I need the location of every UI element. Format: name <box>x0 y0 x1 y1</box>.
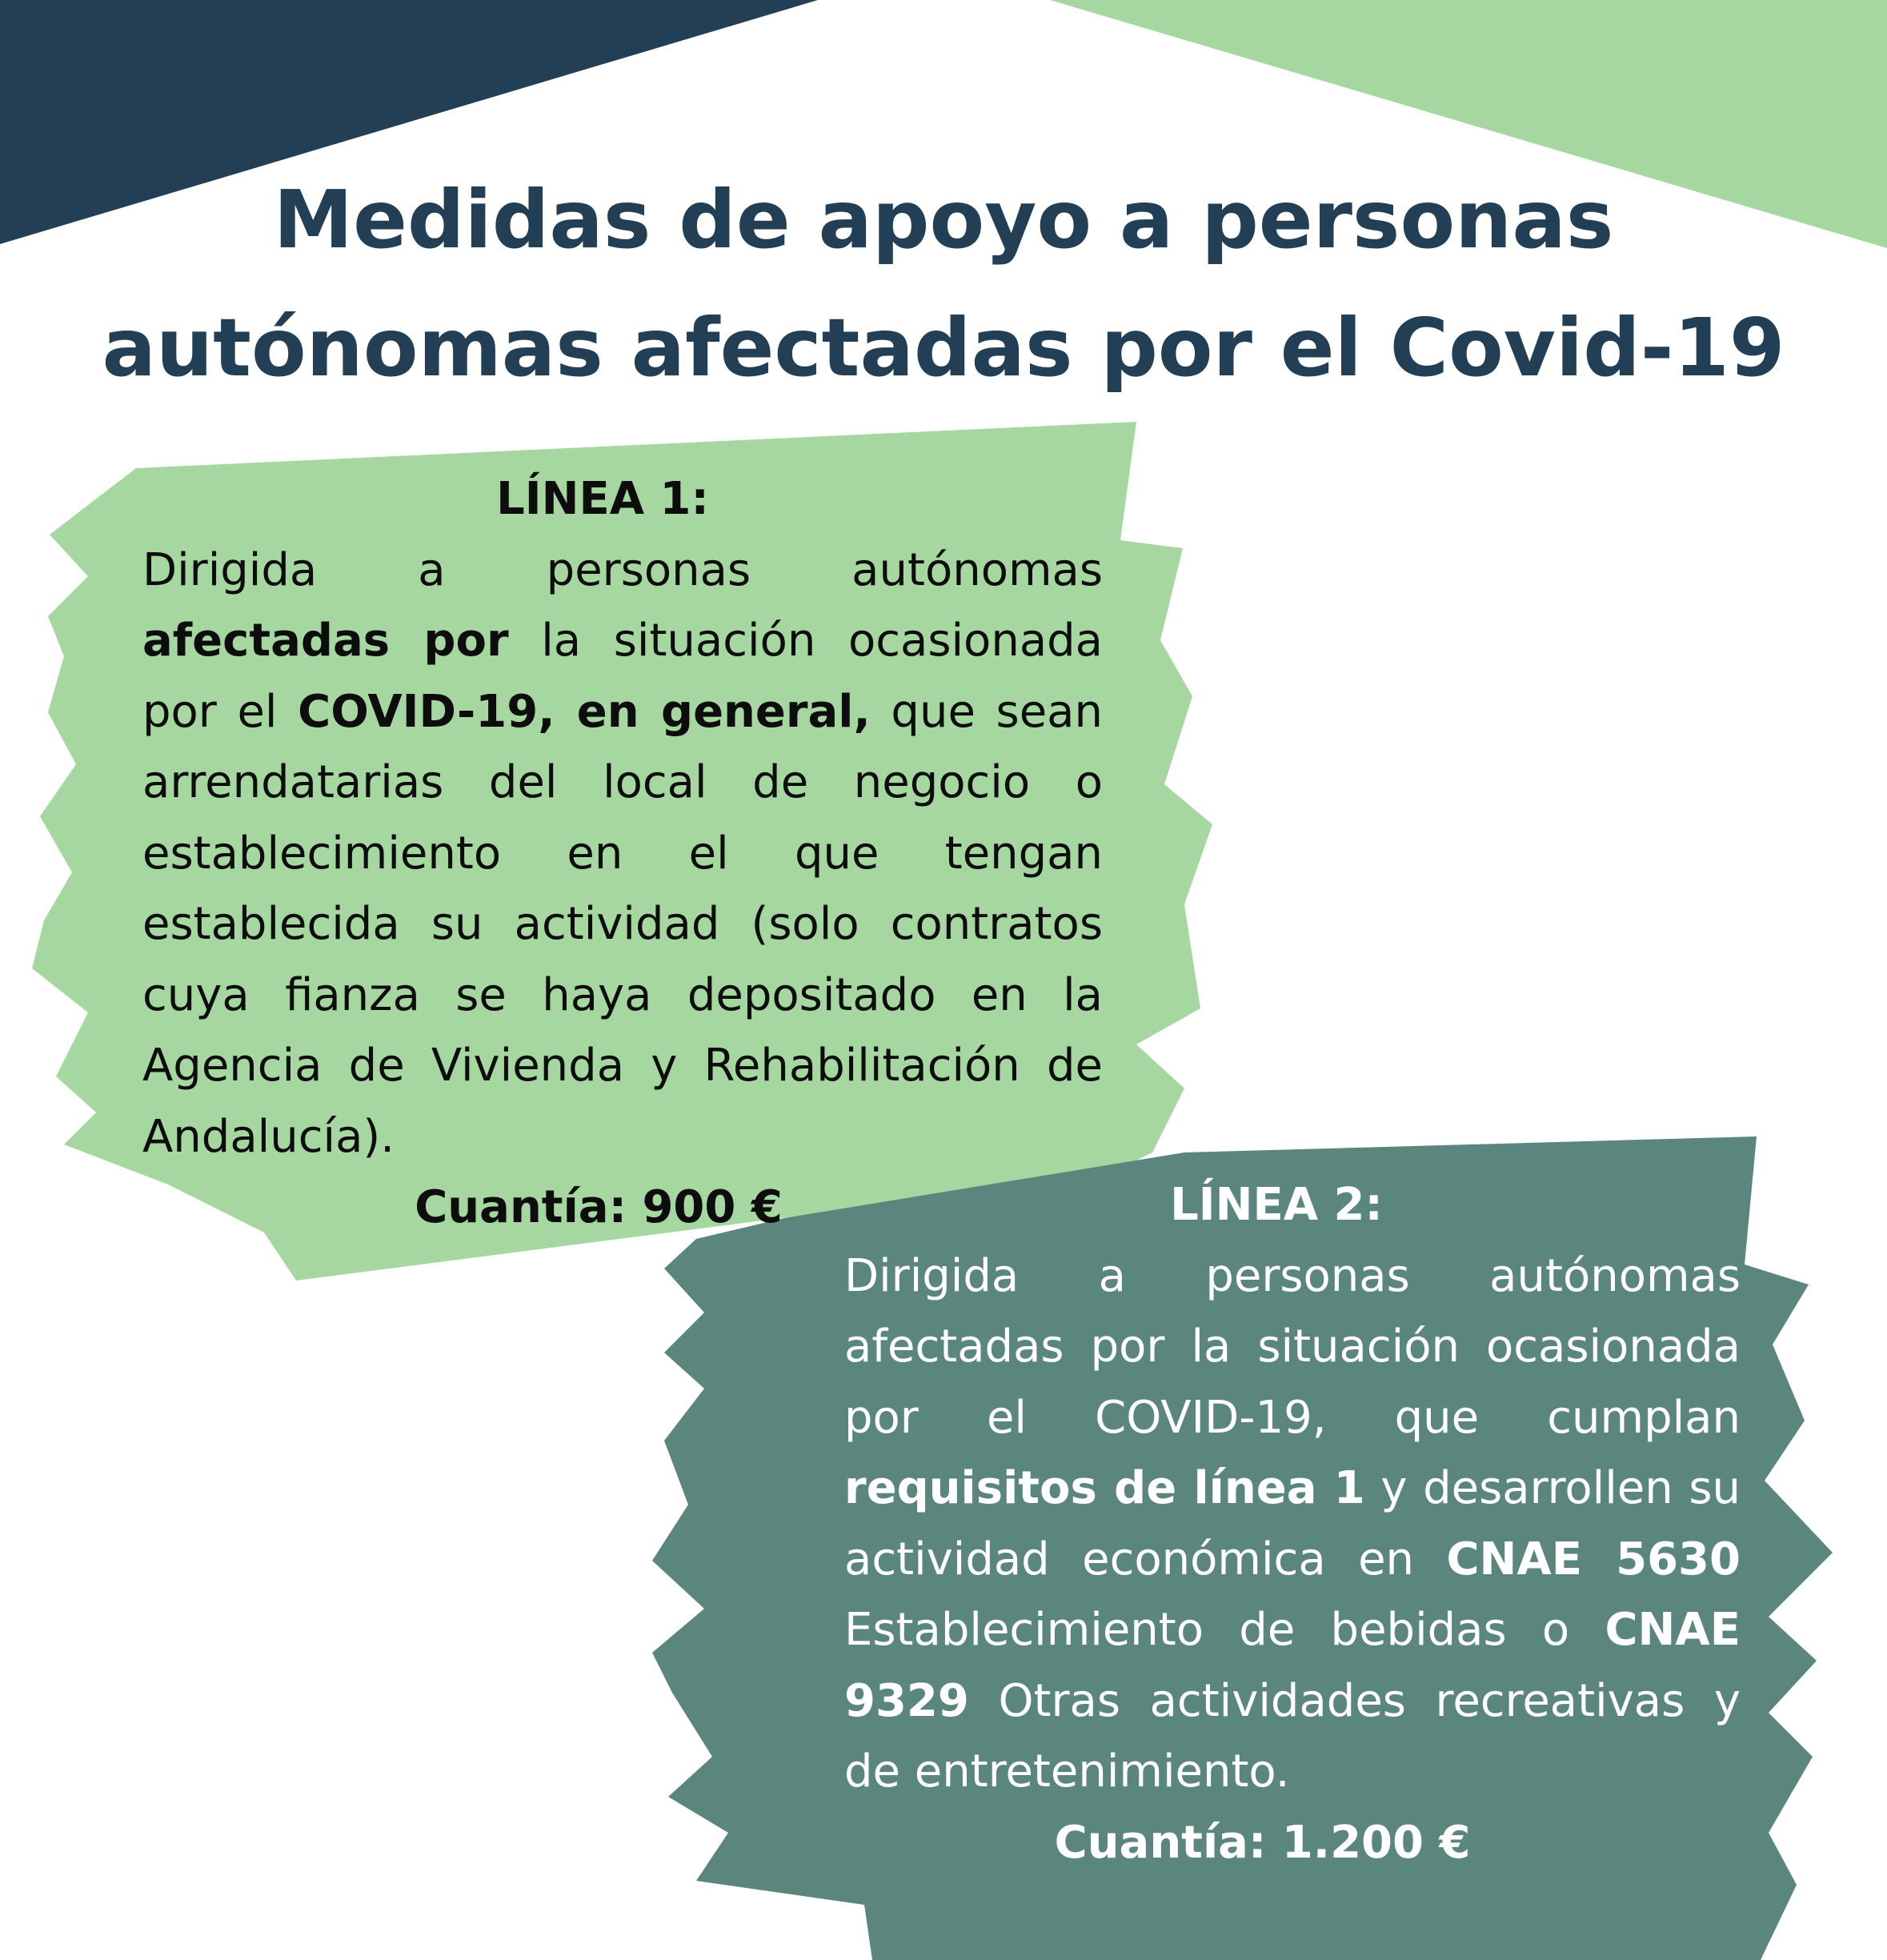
linea-2-bold-3: CNAE 9329 <box>844 1604 1741 1727</box>
title-line-2: autónomas afectadas por el Covid-19 <box>102 301 1785 395</box>
linea-2-amount: Cuantía: 1.200 € <box>1054 1816 1471 1869</box>
linea-1-text-1: Dirigida a personas autónomas <box>142 543 1103 596</box>
linea-2-bold-2: CNAE 5630 <box>1446 1533 1741 1585</box>
linea-1-bold-2: COVID-19, en general, <box>298 685 871 738</box>
linea-2-text-1: Dirigida a personas autónomas afectadas por la situación ocasionada por el COVID-19, que cumplan <box>844 1249 1741 1444</box>
title-line-1: Medidas de apoyo a personas <box>273 173 1614 267</box>
linea-1-heading: LÍNEA 1: <box>496 473 709 525</box>
page-title <box>0 156 1887 412</box>
linea-2-text-2: y desarrollen su actividad económica en <box>844 1462 1741 1585</box>
linea-2-description <box>844 1241 1741 1808</box>
linea-1-description <box>142 535 1103 1173</box>
linea-2-bold-1: requisitos de línea 1 <box>844 1462 1365 1514</box>
linea-2-text-3: Establecimiento de bebidas o <box>844 1604 1605 1656</box>
linea-1-section <box>142 464 1103 1244</box>
linea-2-text-4: Otras actividades recreativas y de entretenimiento. <box>844 1674 1741 1798</box>
linea-1-amount: Cuantía: 900 € <box>415 1181 783 1233</box>
linea-2-section <box>844 1170 1741 1878</box>
linea-1-bold-1: afectadas por <box>142 615 509 667</box>
linea-2-heading: LÍNEA 2: <box>1170 1179 1383 1231</box>
linea-1-text-2: la situación ocasionada por el <box>142 615 1103 738</box>
linea-1-text-3: que sean arrendatarias del local de negocio o establecimiento en el que tengan establecida su actividad (solo contratos cuya fianza se haya depositado en la Agencia de Vivienda y Rehabilitación de Andalucía). <box>142 685 1103 1163</box>
